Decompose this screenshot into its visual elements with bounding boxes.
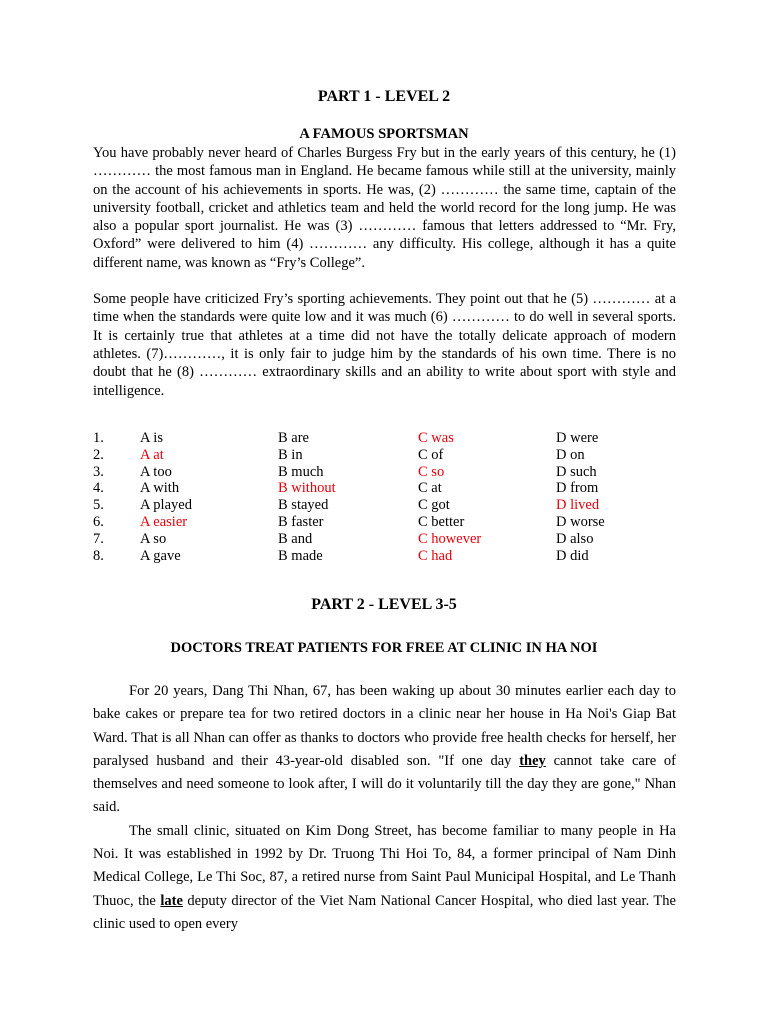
option-d: D did: [556, 547, 589, 564]
passage2-paragraph-1: [93, 680, 676, 820]
part2-heading: PART 2 - LEVEL 3-5: [311, 596, 457, 613]
text-run: For 20 years, Dang Thi Nhan, 67, has been waking up about 30 minutes earlier each day to bake cakes or prepare tea for two retired doctors in a clinic near her house in Ha Noi's Giap Bat Ward. That is all Nhan can offer as thanks to doctors who provide free health checks for herself, her paralysed husband and their 43-year-old disabled son. "If one day: [93, 683, 676, 769]
option-b-correct: B without: [278, 480, 336, 497]
option-b: B made: [278, 547, 323, 564]
option-a: A too: [140, 463, 172, 480]
option-a-correct: A at: [140, 446, 164, 463]
option-b: B and: [278, 530, 313, 547]
answer-number: 8.: [93, 547, 104, 564]
passage1-title: A FAMOUS SPORTSMAN: [299, 126, 469, 142]
option-d: D also: [556, 530, 594, 547]
option-a-correct: A easier: [140, 513, 188, 530]
answer-number: 4.: [93, 480, 104, 497]
option-d: D on: [556, 446, 585, 463]
answer-number: 6.: [93, 513, 104, 530]
option-c-correct: C however: [418, 530, 482, 547]
option-d: D such: [556, 463, 597, 480]
passage2-paragraph-2: [93, 820, 676, 936]
passage2-body: [93, 680, 676, 936]
part1-heading: PART 1 - LEVEL 2: [317, 88, 451, 105]
option-a: A played: [140, 497, 192, 514]
passage2-title: DOCTORS TREAT PATIENTS FOR FREE AT CLINIC IN HA NOI: [170, 640, 598, 656]
option-b: B much: [278, 463, 324, 480]
option-c: C better: [418, 513, 465, 530]
passage1-body: [93, 144, 676, 400]
option-d-correct: D lived: [556, 497, 600, 514]
option-c-correct: C had: [418, 547, 453, 564]
answer-number: 2.: [93, 446, 104, 463]
answer-number: 7.: [93, 530, 104, 547]
option-c-correct: C so: [418, 463, 445, 480]
text-run: The small clinic, situated on Kim Dong Street, has become familiar to many people in Ha Noi. It was established in 1992 by Dr. Truong Thi Hoi To, 84, a former principal of Nam Dinh Medical College, Le Thi Soc, 87, a retired nurse from Saint Paul Municipal Hospital, and Le Thanh Thuoc, the: [93, 822, 676, 909]
passage1-paragraph-1: You have probably never heard of Charles Burgess Fry but in the early years of this century, he (1) ………… the most famous man in England. He became famous while still at the university, mainly on the account of his achievements in sports. He was, (2) ………… the same time, captain of the university football, cricket and athletics team and held the world record for the long jump. He was also a popular sport journalist. He was (3) ………… famous that letters addressed to “Mr. Fry, Oxford” were delivered to him (4) ………… any difficulty. His college, although it has a quite different name, was known as “Fry’s College”.: [93, 145, 676, 271]
option-c: C got: [418, 497, 450, 514]
option-d: D from: [556, 480, 599, 497]
answer-number: 3.: [93, 463, 104, 480]
option-d: D worse: [556, 513, 605, 530]
option-b: B are: [278, 430, 309, 446]
option-a: A is: [140, 430, 163, 446]
option-a: A gave: [140, 547, 181, 564]
passage1-paragraph-2: Some people have criticized Fry’s sporting achievements. They point out that he (5) ………… at a time when the standards were quite low and it was much (6) ………… to do well in several sports. It is certainly true that athletes at a time did not have the totally delicate approach of modern athletes. (7)…………, it is only fair to judge him by the standards of his own time. There is no doubt that he (8) ………… extraordinary skills and an ability to write about sport with style and intelligence.: [93, 291, 676, 399]
key-word-they: they: [519, 752, 546, 769]
option-c-correct: C was: [418, 430, 454, 446]
answer-number: 1.: [93, 430, 104, 446]
option-b: B stayed: [278, 497, 329, 514]
answer-number: 5.: [93, 497, 104, 514]
option-b: B in: [278, 446, 303, 463]
option-c: C at: [418, 480, 442, 497]
option-b: B faster: [278, 513, 324, 530]
option-a: A so: [140, 530, 167, 547]
option-c: C of: [418, 446, 444, 463]
key-word-late: late: [160, 892, 183, 909]
option-d: D were: [556, 430, 599, 446]
text-run: deputy director of the Viet Nam National Cancer Hospital, who died last year. The clinic used to open every: [93, 892, 676, 932]
option-a: A with: [140, 480, 180, 497]
text-run: cannot take care of themselves and need someone to look after, I will do it voluntarily till the day they are gone," Nhan said.: [93, 752, 677, 816]
